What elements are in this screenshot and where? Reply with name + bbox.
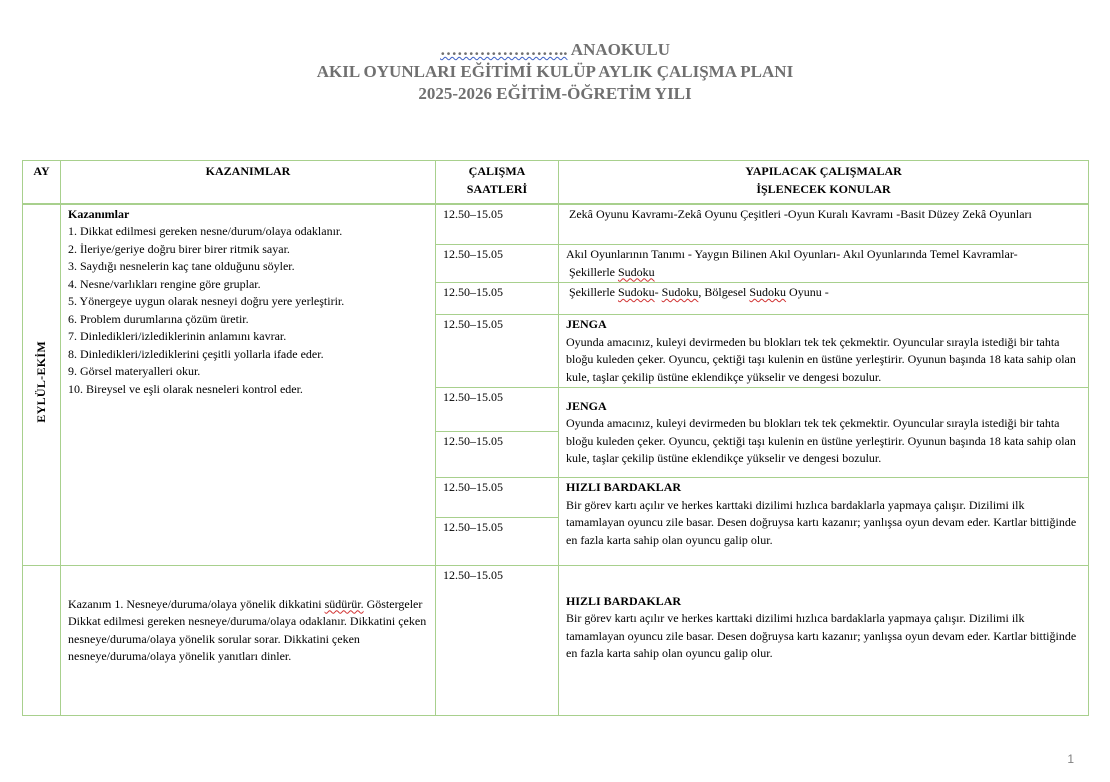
activity-text: Sudoku [661, 285, 699, 299]
activity-text: Sudoku [617, 285, 655, 299]
time-cell: 12.50–15.05 [436, 204, 559, 245]
outcome-item: 10. Bireysel ve eşli olarak nesneleri kontrol eder. [68, 381, 303, 396]
outcomes-title: Kazanımlar [68, 206, 130, 221]
activity-text: Şekillerle [569, 285, 618, 299]
time-cell: 12.50–15.05 [436, 245, 559, 283]
table-row [23, 566, 1089, 716]
header-activities [559, 161, 1089, 204]
outcome-item: 4. Nesne/varlıkları rengine göre gruplar. [68, 276, 261, 291]
page-number: 1 [1067, 752, 1074, 766]
month-label: EYLÜL-EKİM [33, 341, 48, 423]
activity-text: , Bölgesel [698, 285, 750, 299]
activity-text: Şekillerle [569, 264, 618, 279]
outcome-item: 1. Dikkat edilmesi gereken nesne/durum/olaya odaklanır. [68, 224, 343, 238]
activity-text: - [654, 285, 662, 299]
activity-text: Oyunda amacınız, kuleyi devirmeden bu blokları tek tek çekmektir. Oyuncular sırayla istediği bir tahta bloğu kuleden çeker. Oyuncu, çektiği taşı kulenin en üstüne yerleştirir. Oyunun başında 18 kata sahip olan kule, taşlar çekilip üstüne eklendikçe yükselir ve dengesi bozulur. [566, 334, 1076, 384]
outcome-item: 3. Saydığı nesnelerin kaç tane olduğunu söyler. [68, 259, 295, 273]
header-month: AY [23, 161, 61, 204]
activity-title: JENGA [566, 398, 607, 413]
activity-cell [559, 245, 1089, 283]
time-cell: 12.50–15.05 [436, 315, 559, 388]
header-hours-line2: SAATLERİ [466, 181, 528, 196]
time-cell: 12.50–15.05 [436, 283, 559, 315]
activity-cell [559, 478, 1089, 566]
activity-title: HIZLI BARDAKLAR [566, 593, 682, 608]
activity-cell [559, 283, 1089, 315]
outcome-item: 5. Yönergeye uygun olarak nesneyi doğru yere yerleştirir. [68, 294, 345, 308]
school-name-blank: ………………….. [440, 40, 568, 59]
activity-title: HIZLI BARDAKLAR [566, 480, 682, 494]
outcome-item: 2. İleriye/geriye doğru birer birer ritmik sayar. [68, 241, 290, 256]
table-header-row [23, 161, 1089, 204]
activity-cell [559, 204, 1089, 245]
activity-text: Bir görev kartı açılır ve herkes karttaki dizilimi hızlıca bardaklarla yapmaya çalışır. Dizilimi ilk tamamlayan oyuncu zile basar. Desen doğruysa kartı kazanır; yanlışsa oyun devam eder. Kartlar bittiğinde en fazla karta sahip olan oyuncu galip olur. [566, 611, 1077, 660]
activity-cell [559, 566, 1089, 716]
activity-cell [559, 388, 1089, 478]
school-line [0, 39, 1110, 61]
outcome-text: Göstergeler Dikkat edilmesi gereken nesneye/duruma/olaya odaklanır. Dikkatini çeken nesneye/duruma/olaya yönelik sorular sorar. Dikkatini çeken nesneye/duruma/olaya yönelik yanıtları dinler. [68, 596, 427, 663]
outcomes-cell [61, 204, 436, 566]
month-cell-empty [23, 566, 61, 716]
header-hours [436, 161, 559, 204]
outcome-item: 9. Görsel materyalleri okur. [68, 364, 201, 378]
activity-cell [559, 315, 1089, 388]
header-activities-line1: YAPILACAK ÇALIŞMALAR [745, 164, 902, 178]
school-name-suffix: ANAOKULU [567, 40, 670, 59]
plan-title: AKIL OYUNLARI EĞİTİMİ KULÜP AYLIK ÇALIŞMA PLANI [316, 62, 794, 81]
header-outcomes: KAZANIMLAR [61, 161, 436, 204]
activity-text: Oyunu - [786, 285, 829, 299]
outcome-item: 7. Dinledikleri/izlediklerinin anlamını kavrar. [68, 329, 287, 343]
time-cell: 12.50–15.05 [436, 566, 559, 716]
activity-text: Bir görev kartı açılır ve herkes karttaki dizilimi hızlıca bardaklarla yapmaya çalışır. Dizilimi ilk tamamlayan oyuncu zile basar. Desen doğruysa kartı kazanır; yanlışsa oyun devam eder. Kartlar bittiğinde en fazla karta sahip olan oyuncu galip olur. [566, 497, 1077, 547]
time-cell: 12.50–15.05 [436, 388, 559, 432]
activity-text: Akıl Oyunlarının Tanımı - Yaygın Bilinen Akıl Oyunları- Akıl Oyunlarında Temel Kavramlar- [566, 247, 1018, 261]
outcome-text: südürür. [324, 596, 364, 611]
outcome-item: 6. Problem durumlarına çözüm üretir. [68, 311, 249, 326]
activity-text: Sudoku [749, 285, 787, 299]
activity-text: Sudoku [617, 264, 655, 279]
outcome-text: Kazanım 1. Nesneye/duruma/olaya yönelik dikkatini [68, 596, 325, 611]
outcomes-cell [61, 566, 436, 716]
header-activities-line2: İŞLENECEK KONULAR [756, 181, 891, 196]
time-cell: 12.50–15.05 [436, 432, 559, 478]
time-cell: 12.50–15.05 [436, 518, 559, 566]
outcome-item: 8. Dinledikleri/izlediklerini çeşitli yollarla ifade eder. [68, 346, 324, 361]
academic-year: 2025-2026 EĞİTİM-ÖĞRETİM YILI [418, 84, 692, 103]
time-cell: 12.50–15.05 [436, 478, 559, 518]
activity-title: JENGA [566, 317, 607, 331]
document-heading [0, 39, 1110, 105]
activity-text: Zekâ Oyunu Kavramı-Zekâ Oyunu Çeşitleri -Oyun Kuralı Kavramı -Basit Düzey Zekâ Oyunları [569, 206, 1032, 221]
work-plan-table [22, 160, 1089, 716]
month-cell [23, 204, 61, 566]
table-row [23, 204, 1089, 245]
activity-text: Oyunda amacınız, kuleyi devirmeden bu blokları tek tek çekmektir. Oyuncular sırayla istediği bir tahta bloğu kuleden çeker. Oyuncu, çektiği taşı kulenin en üstüne yerleştirir. Oyunun başında 18 kata sahip olan kule, taşlar çekilip üstüne eklendikçe yükselir ve dengesi bozulur. [566, 416, 1076, 465]
header-hours-line1: ÇALIŞMA [468, 164, 526, 178]
